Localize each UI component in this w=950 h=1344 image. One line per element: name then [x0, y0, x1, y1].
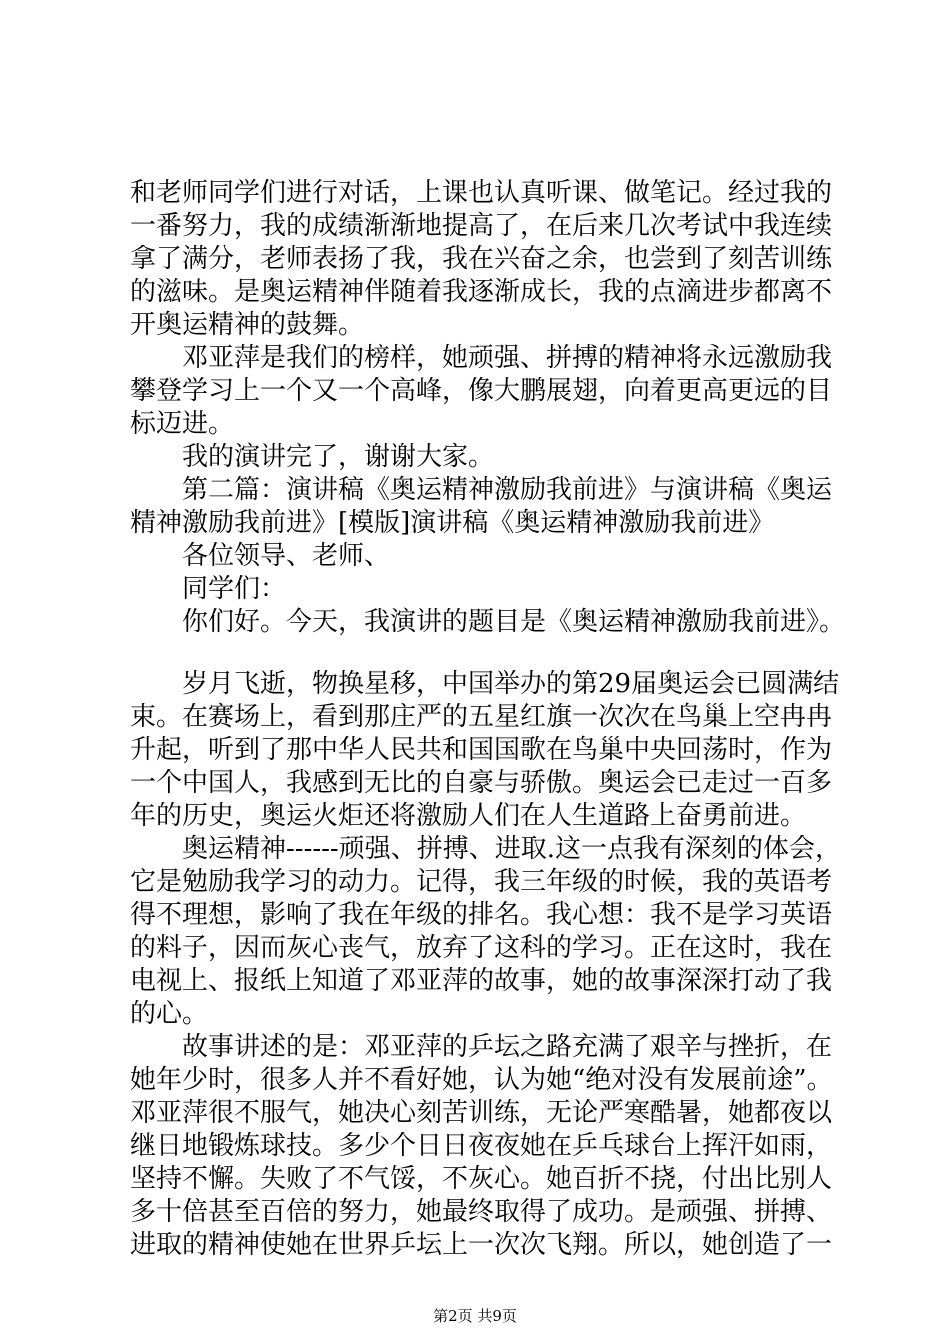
text-line: 进取的精神使她在世界乒坛上一次次飞翔。所以，她创造了一	[130, 1230, 833, 1260]
text-line: 和老师同学们进行对话，上课也认真听课、做笔记。经过我的	[130, 178, 833, 208]
page-number-footer: 第2页 共9页	[433, 1307, 517, 1325]
text-line: 年的历史，奥运火炬还将激励人们在人生道路上奋勇前进。	[130, 801, 807, 831]
text-line: 它是勉励我学习的动力。记得，我三年级的时候，我的英语考	[130, 867, 833, 897]
text-line: 多十倍甚至百倍的努力，她最终取得了成功。是顽强、拼搏、	[130, 1197, 833, 1227]
text-line: 的料子，因而灰心丧气，放弃了这科的学习。正在这时，我在	[130, 933, 833, 963]
text-line: 你们好。今天，我演讲的题目是《奥运精神激励我前进》。	[130, 607, 846, 637]
text-line: 升起，听到了那中华人民共和国国歌在鸟巢中央回荡时，作为	[130, 735, 833, 765]
text-line: 我的演讲完了，谢谢大家。	[130, 442, 495, 472]
section-heading-line: 精神激励我前进》[模版]演讲稿《奥运精神激励我前进》	[130, 508, 775, 538]
text-line: 坚持不懈。失败了不气馁，不灰心。她百折不挠，付出比别人	[130, 1164, 833, 1194]
text-line: 故事讲述的是：邓亚萍的乒坛之路充满了艰辛与挫折，在	[130, 1032, 833, 1062]
text-line: 的心。	[130, 999, 209, 1029]
text-line: 同学们：	[130, 574, 287, 604]
section-heading-line: 第二篇：演讲稿《奥运精神激励我前进》与演讲稿《奥运	[130, 475, 833, 505]
text-line: 的滋味。是奥运精神伴随着我逐渐成长，我的点滴进步都离不	[130, 277, 833, 307]
text-line: 束。在赛场上，看到那庄严的五星红旗一次次在鸟巢上空冉冉	[130, 702, 833, 732]
text-line: 邓亚萍是我们的榜样，她顽强、拼搏的精神将永远激励我	[130, 343, 833, 373]
text-line: 继日地锻炼球技。多少个日日夜夜她在乒乓球台上挥汗如雨，	[130, 1131, 833, 1161]
text-line: 标迈进。	[130, 409, 235, 439]
text-line: 一番努力，我的成绩渐渐地提高了，在后来几次考试中我连续	[130, 211, 833, 241]
text-line: 得不理想，影响了我在年级的排名。我心想：我不是学习英语	[130, 900, 833, 930]
text-line: 奥运精神------顽强、拼搏、进取.这一点我有深刻的体会，	[130, 834, 841, 864]
text-line: 各位领导、老师、	[130, 541, 391, 571]
text-line: 拿了满分，老师表扬了我，我在兴奋之余，也尝到了刻苦训练	[130, 244, 833, 274]
text-line: 攀登学习上一个又一个高峰，像大鹏展翅，向着更高更远的目	[130, 376, 833, 406]
text-line: 邓亚萍很不服气，她决心刻苦训练，无论严寒酷暑，她都夜以	[130, 1098, 833, 1128]
text-line: 她年少时，很多人并不看好她，认为她“绝对没有发展前途”。	[130, 1065, 833, 1095]
text-line: 岁月飞逝，物换星移，中国举办的第29届奥运会已圆满结	[130, 669, 840, 699]
text-line: 一个中国人，我感到无比的自豪与骄傲。奥运会已走过一百多	[130, 768, 833, 798]
text-line: 开奥运精神的鼓舞。	[130, 310, 365, 340]
text-line: 电视上、报纸上知道了邓亚萍的故事，她的故事深深打动了我	[130, 966, 833, 996]
